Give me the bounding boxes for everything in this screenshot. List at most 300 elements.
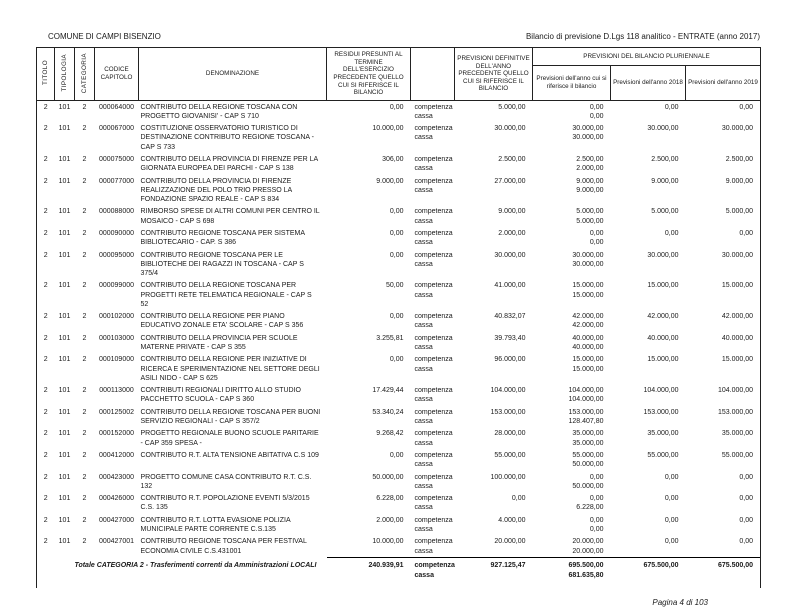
- cell-2019: 30.000,00: [686, 123, 761, 154]
- cell-denominazione: CONTRIBUTO REGIONE TOSCANA PER LE BIBLIOTECHE DEI RAGAZZI IN TOSCANA - CAP S 375/4: [140, 251, 304, 277]
- cell-prev-anno: [533, 493, 611, 515]
- cell-comp-cassa: [411, 280, 455, 311]
- cell-tipologia: 101: [58, 408, 71, 416]
- cell-codice: 000412000: [98, 451, 135, 459]
- municipality-title: COMUNE DI CAMPI BISENZIO: [48, 32, 161, 41]
- label-cassa: cassa: [414, 239, 433, 247]
- label-cassa: cassa: [414, 396, 433, 404]
- cell-categoria: 2: [82, 251, 87, 259]
- cell-categoria: 2: [82, 495, 87, 503]
- cell-codice: 000427001: [98, 538, 135, 546]
- cell-prev-definitive: 39.793,40: [494, 334, 526, 342]
- label-cassa: cassa: [414, 365, 433, 373]
- cell-codice: 000075000: [98, 155, 135, 163]
- label-cassa: cassa: [414, 547, 433, 555]
- cell-residui: 0,00: [389, 356, 404, 364]
- total-cassa-label: cassa: [414, 571, 434, 579]
- label-cassa: cassa: [414, 217, 433, 225]
- value-competenza: 40.000,00: [572, 334, 604, 342]
- cell-2018: 0,00: [664, 538, 679, 546]
- value-cassa: 42.000,00: [572, 322, 604, 330]
- cell-tipologia: 101: [58, 313, 71, 321]
- table-body: [37, 101, 761, 558]
- value-competenza: 0,00: [589, 473, 604, 481]
- cell-codice: 000152000: [98, 430, 135, 438]
- cell-prev-anno: [533, 280, 611, 311]
- cell-residui: 9.000,00: [376, 177, 404, 185]
- cell-categoria: 2: [82, 208, 87, 216]
- cell-2019: 9.000,00: [686, 175, 761, 206]
- cell-prev-anno: [533, 514, 611, 536]
- cell-tipologia: 101: [58, 282, 71, 290]
- table-row: [37, 227, 761, 249]
- cell-prev-definitive: 41.000,00: [494, 282, 526, 290]
- value-cassa: 104.000,00: [568, 396, 604, 404]
- label-cassa: cassa: [414, 417, 433, 425]
- budget-table: [36, 47, 761, 588]
- cell-comp-cassa: [411, 536, 455, 558]
- cell-comp-cassa: [411, 123, 455, 154]
- cell-tipologia: 101: [58, 516, 71, 524]
- value-competenza: 35.000,00: [572, 430, 604, 438]
- value-competenza: 0,00: [589, 103, 604, 111]
- cell-2019: 2.500,00: [686, 153, 761, 175]
- cell-prev-anno: [533, 206, 611, 228]
- cell-titolo: 2: [37, 428, 55, 450]
- cell-2018: 55.000,00: [647, 451, 679, 459]
- cell-prev-anno: [533, 536, 611, 558]
- cell-titolo: 2: [37, 311, 55, 333]
- cell-2018: 0,00: [664, 229, 679, 237]
- cell-prev-anno: [533, 385, 611, 407]
- value-competenza: 30.000,00: [572, 251, 604, 259]
- cell-comp-cassa: [411, 206, 455, 228]
- cell-titolo: 2: [37, 101, 55, 123]
- cell-prev-definitive: 2.000,00: [498, 229, 526, 237]
- col-header-pluriennale: PREVISIONI DEL BILANCIO PLURIENNALE: [533, 48, 761, 66]
- label-competenza: competenza: [414, 430, 453, 438]
- table-row: [37, 332, 761, 354]
- cell-categoria: 2: [82, 387, 87, 395]
- cell-prev-anno: [533, 101, 611, 123]
- cell-prev-definitive: 20.000,00: [494, 538, 526, 546]
- label-cassa: cassa: [414, 504, 433, 512]
- cell-prev-definitive: 2.500,00: [498, 155, 526, 163]
- cell-residui: 0,00: [389, 313, 404, 321]
- total-comp-cassa-labels: [411, 558, 455, 588]
- col-header-blank: [411, 48, 455, 101]
- value-competenza: 5.000,00: [576, 208, 604, 216]
- cell-codice: 000064000: [98, 103, 135, 111]
- cell-2019: 0,00: [686, 101, 761, 123]
- cell-prev-definitive: 55.000,00: [494, 451, 526, 459]
- cell-2019: 40.000,00: [686, 332, 761, 354]
- cell-denominazione: CONTRIBUTO DELLA REGIONE PER PIANO EDUCATIVO ZONALE ETA' SCOLARE - CAP S 356: [140, 313, 304, 330]
- col-header-tipologia: [55, 48, 75, 101]
- label-cassa: cassa: [414, 439, 433, 447]
- cell-comp-cassa: [411, 227, 455, 249]
- cell-2019: 55.000,00: [686, 449, 761, 471]
- cell-tipologia: 101: [58, 229, 71, 237]
- cell-categoria: 2: [82, 155, 87, 163]
- label-cassa: cassa: [414, 343, 433, 351]
- cell-prev-anno: [533, 332, 611, 354]
- cell-titolo: 2: [37, 227, 55, 249]
- cell-residui: 10.000,00: [372, 538, 404, 546]
- cell-comp-cassa: [411, 153, 455, 175]
- cell-2018: 0,00: [664, 495, 679, 503]
- cell-comp-cassa: [411, 514, 455, 536]
- cell-2019: 15.000,00: [686, 280, 761, 311]
- cell-2018: 42.000,00: [647, 313, 679, 321]
- total-prev-anno: [533, 558, 611, 588]
- value-cassa: 30.000,00: [572, 134, 604, 142]
- label-competenza: competenza: [414, 313, 453, 321]
- value-competenza: 55.000,00: [572, 451, 604, 459]
- total-label: Totale CATEGORIA 2 - Trasferimenti correnti da Amministrazioni LOCALI: [37, 558, 327, 588]
- col-header-prev-2018: Previsioni dell'anno 2018: [611, 66, 686, 101]
- table-row: [37, 514, 761, 536]
- table-row: [37, 471, 761, 493]
- label-cassa: cassa: [414, 461, 433, 469]
- label-competenza: competenza: [414, 282, 453, 290]
- cell-titolo: 2: [37, 153, 55, 175]
- value-competenza: 153.000,00: [568, 408, 604, 416]
- label-cassa: cassa: [414, 291, 433, 299]
- cell-2018: 40.000,00: [647, 334, 679, 342]
- label-competenza: competenza: [414, 516, 453, 524]
- label-competenza: competenza: [414, 177, 453, 185]
- report-title: Bilancio di previsione D.Lgs 118 analitico - ENTRATE (anno 2017): [525, 32, 760, 41]
- cell-denominazione: CONTRIBUTI REGIONALI DIRITTO ALLO STUDIO PACCHETTO SCUOLA - CAP S 360: [140, 387, 302, 404]
- label-competenza: competenza: [414, 356, 453, 364]
- cell-comp-cassa: [411, 449, 455, 471]
- cell-residui: 6.228,00: [376, 495, 404, 503]
- value-competenza: 9.000,00: [576, 177, 604, 185]
- label-competenza: competenza: [414, 473, 453, 481]
- cell-denominazione: COSTITUZIONE OSSERVATORIO TURISTICO DI DESTINAZIONE CONTRIBUTO REGIONE TOSCANA - CAP S 733: [140, 125, 314, 151]
- col-header-residui: RESIDUI PRESUNTI AL TERMINE DELL'ESERCIZIO PRECEDENTE QUELLO CUI SI RIFERISCE IL BILANCIO: [327, 48, 411, 101]
- cell-2019: 42.000,00: [686, 311, 761, 333]
- label-cassa: cassa: [414, 525, 433, 533]
- table-row: [37, 406, 761, 428]
- cell-residui: 17.429,44: [372, 387, 404, 395]
- cell-residui: 0,00: [389, 208, 404, 216]
- label-competenza: competenza: [414, 125, 453, 133]
- value-competenza: 15.000,00: [572, 356, 604, 364]
- cell-codice: 000427000: [98, 516, 135, 524]
- cell-codice: 000099000: [98, 282, 135, 290]
- cell-2019: 153.000,00: [686, 406, 761, 428]
- col-header-titolo: [37, 48, 55, 101]
- cell-comp-cassa: [411, 385, 455, 407]
- cell-comp-cassa: [411, 428, 455, 450]
- cell-2019: 15.000,00: [686, 354, 761, 385]
- cell-residui: 0,00: [389, 103, 404, 111]
- cell-categoria: 2: [82, 229, 87, 237]
- cell-prev-definitive: 28.000,00: [494, 430, 526, 438]
- value-cassa: 9.000,00: [576, 186, 604, 194]
- cell-prev-anno: [533, 354, 611, 385]
- cell-codice: 000426000: [98, 495, 135, 503]
- cell-categoria: 2: [82, 516, 87, 524]
- total-prev-definitive: 927.125,47: [455, 558, 533, 588]
- cell-comp-cassa: [411, 406, 455, 428]
- cell-residui: 3.255,81: [376, 334, 404, 342]
- cell-categoria: 2: [82, 430, 87, 438]
- cell-codice: 000090000: [98, 229, 135, 237]
- value-cassa: 50.000,00: [572, 482, 604, 490]
- cell-tipologia: 101: [58, 334, 71, 342]
- label-competenza: competenza: [414, 155, 453, 163]
- cell-denominazione: CONTRIBUTO DELLA REGIONE TOSCANA PER PROGETTI RETE TELEMATICA REGIONALE - CAP S 52: [140, 282, 312, 308]
- cell-prev-definitive: 0,00: [511, 495, 526, 503]
- label-competenza: competenza: [414, 334, 453, 342]
- cell-2018: 2.500,00: [651, 155, 679, 163]
- cell-2019: 0,00: [686, 493, 761, 515]
- table-row: [37, 101, 761, 123]
- cell-categoria: 2: [82, 356, 87, 364]
- cell-tipologia: 101: [58, 155, 71, 163]
- table-row: [37, 311, 761, 333]
- cell-residui: 0,00: [389, 451, 404, 459]
- cell-denominazione: PROGETTO REGIONALE BUONO SCUOLE PARITARIE - CAP 359 SPESA -: [140, 430, 319, 447]
- cell-denominazione: PROGETTO COMUNE CASA CONTRIBUTO R.T. C.S. 132: [140, 473, 312, 490]
- cell-tipologia: 101: [58, 251, 71, 259]
- table-row: [37, 385, 761, 407]
- cell-codice: 000088000: [98, 208, 135, 216]
- cell-prev-definitive: 30.000,00: [494, 125, 526, 133]
- total-competenza-value: 695.500,00: [568, 562, 604, 570]
- cell-tipologia: 101: [58, 387, 71, 395]
- value-cassa: 0,00: [589, 525, 604, 533]
- cell-tipologia: 101: [58, 451, 71, 459]
- cell-2018: 104.000,00: [643, 387, 679, 395]
- cell-codice: 000095000: [98, 251, 135, 259]
- cell-comp-cassa: [411, 175, 455, 206]
- cell-denominazione: CONTRIBUTO R.T. LOTTA EVASIONE POLIZIA MUNICIPALE PARTE CORRENTE C.S.135: [140, 516, 291, 533]
- cell-comp-cassa: [411, 354, 455, 385]
- cell-denominazione: CONTRIBUTO DELLA REGIONE TOSCANA PER BUONI SERVIZIO REGIONALI - CAP S 357/2: [140, 408, 321, 425]
- cell-categoria: 2: [82, 282, 87, 290]
- label-competenza: competenza: [414, 387, 453, 395]
- cell-denominazione: CONTRIBUTO DELLA REGIONE PER INIZIATIVE DI RICERCA E SPERIMENTAZIONE NEL SETTORE DEGLI ASILI NIDO - CAP S 625: [140, 356, 320, 382]
- cell-titolo: 2: [37, 406, 55, 428]
- cell-codice: 000103000: [98, 334, 135, 342]
- cell-residui: 0,00: [389, 251, 404, 259]
- cell-2018: 0,00: [664, 516, 679, 524]
- cell-tipologia: 101: [58, 495, 71, 503]
- col-header-prev-2019: Previsioni dell'anno 2019: [686, 66, 761, 101]
- cell-comp-cassa: [411, 249, 455, 280]
- value-competenza: 20.000,00: [572, 538, 604, 546]
- cell-prev-definitive: 5.000,00: [498, 103, 526, 111]
- label-competenza: competenza: [414, 408, 453, 416]
- table-row: [37, 175, 761, 206]
- cell-prev-anno: [533, 428, 611, 450]
- cell-prev-definitive: 4.000,00: [498, 516, 526, 524]
- cell-categoria: 2: [82, 334, 87, 342]
- cell-prev-anno: [533, 471, 611, 493]
- cell-prev-anno: [533, 227, 611, 249]
- cell-codice: 000109000: [98, 356, 135, 364]
- label-competenza: competenza: [414, 229, 453, 237]
- value-cassa: 50.000,00: [572, 461, 604, 469]
- cell-denominazione: CONTRIBUTO DELLA PROVINCIA PER SCUOLE MATERNE PRIVATE - CAP S 355: [140, 334, 298, 351]
- label-competenza: competenza: [414, 495, 453, 503]
- document-page: [0, 32, 800, 607]
- cell-codice: 000067000: [98, 125, 135, 133]
- cell-comp-cassa: [411, 471, 455, 493]
- cell-prev-anno: [533, 175, 611, 206]
- cell-tipologia: 101: [58, 177, 71, 185]
- cell-categoria: 2: [82, 408, 87, 416]
- cell-titolo: 2: [37, 206, 55, 228]
- cell-categoria: 2: [82, 451, 87, 459]
- cell-2018: 35.000,00: [647, 430, 679, 438]
- cell-titolo: 2: [37, 471, 55, 493]
- col-header-categoria-label: CATEGORIA: [80, 52, 88, 93]
- cell-denominazione: CONTRIBUTO REGIONE TOSCANA PER SISTEMA BIBLIOTECARIO - CAP. S 386: [140, 229, 305, 247]
- table-row: [37, 536, 761, 558]
- total-cassa-value: 681.635,80: [568, 571, 604, 579]
- cell-codice: 000113000: [99, 387, 134, 395]
- cell-residui: 2.000,00: [376, 516, 404, 524]
- table-header: [37, 48, 761, 101]
- label-cassa: cassa: [414, 482, 433, 490]
- table-row: [37, 493, 761, 515]
- cell-titolo: 2: [37, 449, 55, 471]
- value-competenza: 2.500,00: [576, 155, 604, 163]
- label-competenza: competenza: [414, 251, 453, 259]
- value-cassa: 15.000,00: [572, 365, 604, 373]
- total-2019: 675.500,00: [686, 558, 761, 588]
- label-cassa: cassa: [414, 322, 433, 330]
- cell-prev-anno: [533, 311, 611, 333]
- cell-residui: 53.340,24: [372, 408, 404, 416]
- cell-2019: 0,00: [686, 227, 761, 249]
- value-competenza: 104.000,00: [568, 387, 604, 395]
- value-cassa: 6.228,00: [576, 504, 604, 512]
- label-cassa: cassa: [414, 134, 433, 142]
- cell-prev-definitive: 9.000,00: [498, 208, 526, 216]
- cell-prev-definitive: 27.000,00: [494, 177, 526, 185]
- value-competenza: 15.000,00: [572, 282, 604, 290]
- total-2018: 675.500,00: [611, 558, 686, 588]
- cell-titolo: 2: [37, 385, 55, 407]
- cell-denominazione: RIMBORSO SPESE DI ALTRI COMUNI PER CENTRO IL MOSAICO - CAP S 698: [140, 208, 320, 225]
- cell-prev-definitive: 100.000,00: [490, 473, 526, 481]
- total-competenza-label: competenza: [414, 562, 455, 570]
- label-competenza: competenza: [414, 538, 453, 546]
- total-row: [37, 558, 761, 588]
- cell-comp-cassa: [411, 493, 455, 515]
- cell-codice: 000102000: [98, 313, 135, 321]
- cell-tipologia: 101: [58, 356, 71, 364]
- value-competenza: 0,00: [589, 229, 604, 237]
- table-row: [37, 206, 761, 228]
- cell-denominazione: CONTRIBUTO DELLA REGIONE TOSCANA CON PROGETTO GIOVANISI' - CAP S 710: [140, 103, 298, 120]
- value-cassa: 20.000,00: [572, 547, 604, 555]
- table-row: [37, 428, 761, 450]
- cell-prev-definitive: 30.000,00: [494, 251, 526, 259]
- cell-prev-definitive: 40.832,07: [494, 313, 526, 321]
- cell-residui: 50.000,00: [372, 473, 404, 481]
- cell-titolo: 2: [37, 354, 55, 385]
- value-competenza: 30.000,00: [572, 125, 604, 133]
- cell-prev-anno: [533, 249, 611, 280]
- cell-titolo: 2: [37, 493, 55, 515]
- cell-residui: 306,00: [382, 155, 404, 163]
- cell-tipologia: 101: [58, 473, 71, 481]
- value-cassa: 2.000,00: [576, 165, 604, 173]
- label-cassa: cassa: [414, 165, 433, 173]
- cell-2018: 153.000,00: [643, 408, 679, 416]
- col-header-titolo-label: TITOLO: [41, 60, 49, 86]
- cell-titolo: 2: [37, 514, 55, 536]
- cell-prev-anno: [533, 153, 611, 175]
- cell-2018: 9.000,00: [651, 177, 679, 185]
- value-cassa: 30.000,00: [572, 260, 604, 268]
- cell-2019: 30.000,00: [686, 249, 761, 280]
- cell-2019: 5.000,00: [686, 206, 761, 228]
- cell-categoria: 2: [82, 313, 87, 321]
- cell-titolo: 2: [37, 123, 55, 154]
- value-cassa: 5.000,00: [576, 217, 604, 225]
- cell-2018: 30.000,00: [647, 125, 679, 133]
- cell-titolo: 2: [37, 249, 55, 280]
- cell-titolo: 2: [37, 175, 55, 206]
- cell-2019: 35.000,00: [686, 428, 761, 450]
- cell-codice: 000423000: [98, 473, 135, 481]
- cell-denominazione: CONTRIBUTO REGIONE TOSCANA PER FESTIVAL ECONOMIA CIVILE C.S.431001: [140, 538, 307, 555]
- page-header: [36, 32, 760, 42]
- cell-2018: 15.000,00: [647, 356, 679, 364]
- table-row: [37, 354, 761, 385]
- value-cassa: 35.000,00: [572, 439, 604, 447]
- col-header-codice: CODICE CAPITOLO: [95, 48, 139, 101]
- cell-denominazione: CONTRIBUTO R.T. POPOLAZIONE EVENTI 5/3/2015 C.S. 135: [140, 495, 310, 512]
- cell-2018: 5.000,00: [651, 208, 679, 216]
- cell-residui: 0,00: [389, 229, 404, 237]
- label-competenza: competenza: [414, 451, 453, 459]
- cell-prev-definitive: 153.000,00: [490, 408, 526, 416]
- cell-categoria: 2: [82, 177, 87, 185]
- label-cassa: cassa: [414, 260, 433, 268]
- cell-denominazione: CONTRIBUTO DELLA PROVINCIA DI FIRENZE REALIZZAZIONE DEL POLO TRIO PRESSO LA FONDAZIONE SPAZIO REALE - CAP S 834: [140, 177, 292, 203]
- cell-prev-anno: [533, 123, 611, 154]
- value-cassa: 15.000,00: [572, 291, 604, 299]
- cell-2018: 0,00: [664, 103, 679, 111]
- value-competenza: 0,00: [589, 495, 604, 503]
- table-row: [37, 123, 761, 154]
- cell-denominazione: CONTRIBUTO DELLA PROVINCIA DI FIRENZE PER LA GIORNATA EUROPEA DEI PARCHI - CAP S 138: [140, 155, 318, 173]
- table-row: [37, 280, 761, 311]
- value-cassa: 128.407,80: [568, 417, 604, 425]
- table-row: [37, 153, 761, 175]
- cell-denominazione: CONTRIBUTO R.T. ALTA TENSIONE ABITATIVA C.S 109: [140, 451, 319, 459]
- cell-categoria: 2: [82, 103, 87, 111]
- col-header-prev-definitive: PREVISIONI DEFINITIVE DELL'ANNO PRECEDENTE QUELLO CUI SI RIFERISCE IL BILANCIO: [455, 48, 533, 101]
- table-row: [37, 449, 761, 471]
- cell-tipologia: 101: [58, 125, 71, 133]
- cell-titolo: 2: [37, 332, 55, 354]
- cell-residui: 50,00: [385, 282, 404, 290]
- cell-residui: 10.000,00: [372, 125, 404, 133]
- value-cassa: 0,00: [589, 112, 604, 120]
- cell-2018: 30.000,00: [647, 251, 679, 259]
- cell-categoria: 2: [82, 473, 87, 481]
